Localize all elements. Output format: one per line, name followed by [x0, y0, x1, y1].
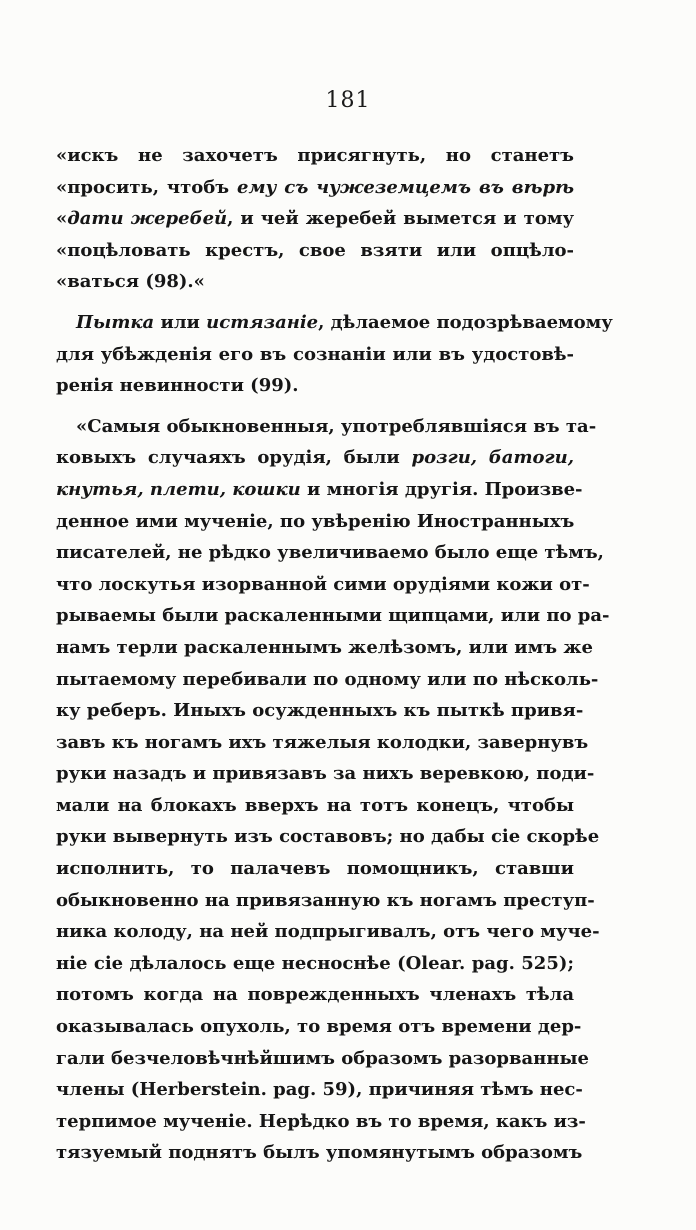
text-line — [56, 172, 574, 204]
text-line — [56, 370, 574, 402]
text-segment: «искъ не захочетъ присягнуть, но станетъ — [56, 145, 574, 166]
paragraph — [56, 140, 574, 298]
text-segment: члены (Herberstein. pag. 59), причиняя тѣмъ нес- — [56, 1079, 583, 1101]
text-line — [56, 664, 599, 696]
text-line — [56, 235, 574, 267]
text-line — [56, 411, 597, 443]
text-segment: ковыхъ случаяхъ орудія, были — [56, 447, 412, 469]
text-segment: ника колоду, на ней подпрыгивалъ, отъ чего муче- — [56, 921, 600, 943]
paragraph-gap — [56, 402, 574, 411]
text-line — [56, 853, 574, 885]
text-segment: руки вывернуть изъ составовъ; но дабы сіе скорѣе — [56, 826, 600, 848]
text-line — [56, 203, 574, 235]
text-line — [56, 1137, 583, 1169]
text-segment: ку реберъ. Иныхъ осужденныхъ къ пыткѣ привя- — [56, 700, 584, 722]
text-line — [56, 948, 574, 980]
text-line — [56, 790, 574, 822]
text-line — [56, 727, 589, 759]
italic-segment: ему съ чужеземцемъ въ вѣрѣ — [237, 176, 574, 198]
text-segment: , дѣлаемое подозрѣваемому — [318, 311, 613, 333]
text-segment: «просить, чтобъ — [56, 176, 237, 198]
body-text — [56, 140, 613, 1169]
text-segment: «ваться (98).« — [56, 271, 205, 293]
text-segment: ніе сіе дѣлалось еще несноснѣе (Olear. pag. 525); — [56, 952, 574, 974]
text-segment: « — [56, 208, 68, 230]
text-line — [56, 758, 595, 790]
text-segment: гали безчеловѣчнѣйшимъ образомъ разорванные — [56, 1047, 590, 1069]
text-line — [56, 474, 583, 506]
text-segment: руки назадъ и привязавъ за нихъ веревкою, поди- — [56, 763, 595, 785]
text-segment: писателей, не рѣдко увеличиваемо было еще тѣмъ, — [56, 542, 604, 564]
paragraph — [56, 307, 613, 402]
page-number: 181 — [325, 88, 371, 113]
text-line — [56, 979, 574, 1011]
text-line — [56, 307, 613, 339]
text-segment: денное ими мученіе, по увѣренію Иностранныхъ — [56, 510, 575, 532]
text-segment: , и чей жеребей вымется и тому — [227, 208, 574, 230]
text-line — [56, 339, 574, 371]
text-segment: завъ къ ногамъ ихъ тяжелыя колодки, завернувъ — [56, 731, 589, 753]
text-segment: для убѣжденія его въ сознаніи или въ удостовѣ- — [56, 343, 574, 365]
italic-segment: дати жеребей — [67, 208, 228, 230]
text-line — [56, 695, 584, 727]
text-line — [56, 140, 574, 172]
text-segment: намъ терли раскаленнымъ желѣзомъ, или имъ же — [56, 636, 593, 658]
text-line — [56, 1106, 586, 1138]
italic-segment: Пытка — [76, 311, 155, 333]
paragraph-gap — [56, 298, 574, 307]
italic-segment: розги, батоги, — [411, 447, 574, 469]
text-line — [56, 537, 604, 569]
text-segment: терпимое мученіе. Нерѣдко въ то время, какъ из- — [56, 1110, 586, 1132]
text-segment: рываемы были раскаленными щипцами, или по ра- — [56, 605, 610, 627]
text-segment: что лоскутья изорванной сими орудіями кожи от- — [56, 573, 590, 595]
text-line — [56, 1043, 590, 1075]
text-segment: потомъ когда на поврежденныхъ членахъ тѣла — [56, 984, 574, 1006]
text-line — [56, 600, 610, 632]
text-segment: мали на блокахъ вверхъ на тотъ конецъ, чтобы — [56, 794, 574, 816]
text-segment: тязуемый поднятъ былъ упомянутымъ образомъ — [56, 1142, 583, 1164]
text-segment: оказывалась опухоль, то время отъ времени дер- — [56, 1016, 582, 1038]
text-segment: ренія невинности (99). — [56, 375, 299, 397]
italic-segment: кнутья, плети, кошки — [56, 478, 301, 500]
text-line — [56, 916, 600, 948]
paragraph — [56, 411, 610, 1169]
text-segment: «Самыя обыкновенныя, употреблявшіяся въ та- — [76, 415, 597, 437]
text-segment: и многія другія. Произве- — [300, 478, 583, 500]
text-segment: или — [154, 311, 207, 333]
text-line — [56, 1011, 582, 1043]
text-line — [56, 442, 574, 474]
text-line — [56, 266, 574, 298]
text-segment: пытаемому перебивали по одному или по нѣсколь- — [56, 668, 599, 690]
text-line — [56, 821, 600, 853]
text-segment: исполнить, то палачевъ помощникъ, ставши — [56, 858, 574, 880]
text-line — [56, 632, 593, 664]
text-segment: «поцѣловать крестъ, свое взяти или опцѣло- — [56, 239, 574, 261]
text-segment: обыкновенно на привязанную къ ногамъ преступ- — [56, 889, 595, 911]
italic-segment: истязаніе — [206, 311, 319, 333]
text-line — [56, 1074, 583, 1106]
text-line — [56, 569, 590, 601]
text-line — [56, 506, 574, 538]
text-line — [56, 885, 595, 917]
